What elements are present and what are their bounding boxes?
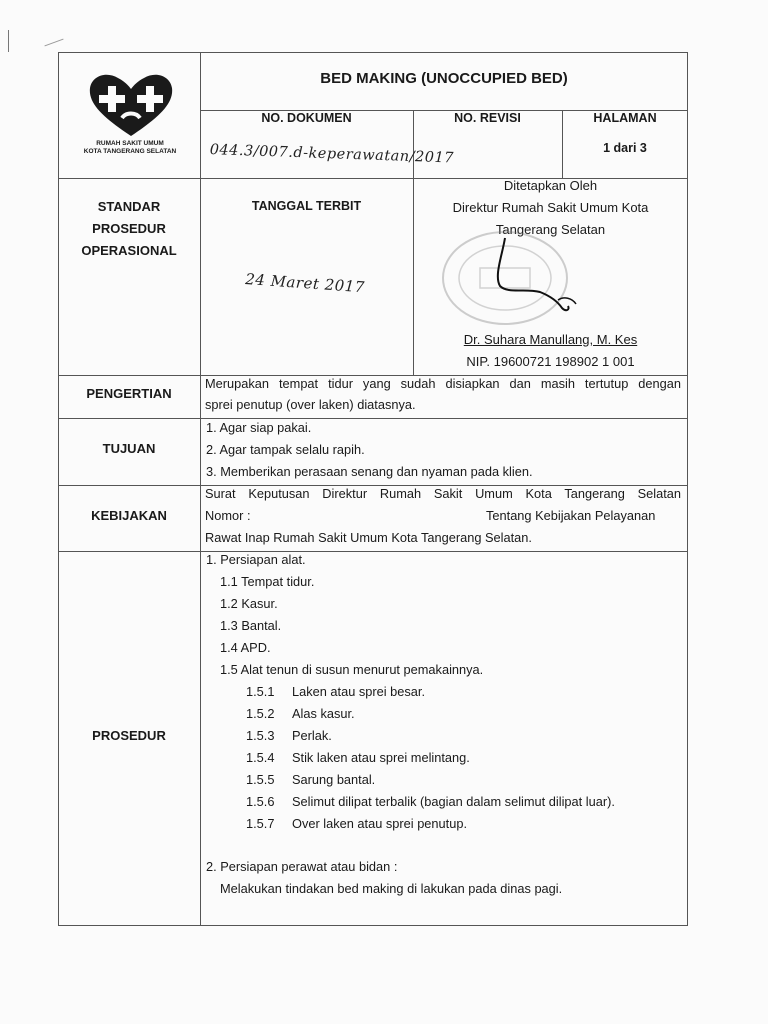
prosedur-subitem: 1.5 Alat tenun di susun menurut pemakainnya. xyxy=(220,662,484,677)
sop-label-line3: OPERASIONAL xyxy=(81,243,177,258)
halaman-value: 1 dari 3 xyxy=(603,141,647,155)
subsub-text: Alas kasur. xyxy=(292,706,355,721)
subsub-number: 1.5.1 xyxy=(246,684,275,699)
subsub-number: 1.5.5 xyxy=(246,772,275,787)
no-revisi-label: NO. REVISI xyxy=(454,111,521,125)
halaman-label: HALAMAN xyxy=(593,111,657,125)
kebijakan-line1: Surat Keputusan Direktur Rumah Sakit Umum Kota Tangerang Selatan xyxy=(205,486,681,501)
tujuan-item: 1. Agar siap pakai. xyxy=(206,420,312,435)
subsub-number: 1.5.3 xyxy=(246,728,275,743)
subsub-number: 1.5.7 xyxy=(246,816,275,831)
prosedur-subitem: 1.2 Kasur. xyxy=(220,596,278,611)
tujuan-label: TUJUAN xyxy=(102,441,156,456)
tanggal-terbit-value: 24 Maret 2017 xyxy=(244,270,366,297)
no-dokumen-label: NO. DOKUMEN xyxy=(261,111,352,125)
prosedur-label: PROSEDUR xyxy=(92,728,166,743)
prosedur-line: Melakukan tindakan bed making di lakukan pada dinas pagi. xyxy=(220,881,563,896)
prosedur-subitem: 1.1 Tempat tidur. xyxy=(220,574,315,589)
kebijakan-label: KEBIJAKAN xyxy=(91,508,167,523)
signatory-name: Dr. Suhara Manullang, M. Kes xyxy=(463,332,638,347)
sop-label-line2: PROSEDUR xyxy=(92,221,166,236)
kebijakan-tentang: Tentang Kebijakan Pelayanan xyxy=(486,508,656,523)
subsub-text: Stik laken atau sprei melintang. xyxy=(292,750,470,765)
prosedur-heading: 1. Persiapan alat. xyxy=(206,552,306,567)
prosedur-subitem: 1.4 APD. xyxy=(220,640,271,655)
logo-text-line1: RUMAH SAKIT UMUM xyxy=(96,140,164,147)
subsub-text: Perlak. xyxy=(292,728,332,743)
subsub-text: Sarung bantal. xyxy=(292,772,376,787)
hospital-logo xyxy=(86,72,176,138)
subsub-number: 1.5.2 xyxy=(246,706,275,721)
kebijakan-nomor: Nomor : xyxy=(205,508,251,523)
signature xyxy=(480,236,580,316)
document-title: BED MAKING (UNOCCUPIED BED) xyxy=(320,70,568,87)
pengertian-line1: Merupakan tempat tidur yang sudah disiapkan dan masih tertutup dengan xyxy=(205,376,681,391)
tujuan-item: 2. Agar tampak selalu rapih. xyxy=(206,442,365,457)
no-dokumen-value: 044.3/007.d-keperawatan/2017 xyxy=(209,142,455,167)
signatory-nip: NIP. 19600721 198902 1 001 xyxy=(466,354,635,369)
ditetapkan-label: Ditetapkan Oleh xyxy=(503,178,598,193)
sop-label-line1: STANDAR xyxy=(97,199,161,214)
subsub-text: Selimut dilipat terbalik (bagian dalam selimut dilipat luar). xyxy=(292,794,615,809)
kebijakan-line3: Rawat Inap Rumah Sakit Umum Kota Tangerang Selatan. xyxy=(205,530,532,545)
jabatan-line2: Tangerang Selatan xyxy=(495,222,606,237)
scan-mark xyxy=(8,30,9,52)
tujuan-item: 3. Memberikan perasaan senang dan nyaman pada klien. xyxy=(206,464,533,479)
jabatan-line1: Direktur Rumah Sakit Umum Kota xyxy=(452,200,649,215)
tanggal-terbit-label: TANGGAL TERBIT xyxy=(251,199,362,213)
scan-mark xyxy=(44,39,63,47)
subsub-number: 1.5.4 xyxy=(246,750,275,765)
logo-text-line2: KOTA TANGERANG SELATAN xyxy=(83,148,177,155)
prosedur-heading: 2. Persiapan perawat atau bidan : xyxy=(206,859,398,874)
subsub-text: Laken atau sprei besar. xyxy=(292,684,426,699)
pengertian-line2: sprei penutup (over laken) diatasnya. xyxy=(205,397,416,412)
pengertian-label: PENGERTIAN xyxy=(86,386,172,401)
subsub-text: Over laken atau sprei penutup. xyxy=(292,816,468,831)
prosedur-subitem: 1.3 Bantal. xyxy=(220,618,282,633)
subsub-number: 1.5.6 xyxy=(246,794,275,809)
